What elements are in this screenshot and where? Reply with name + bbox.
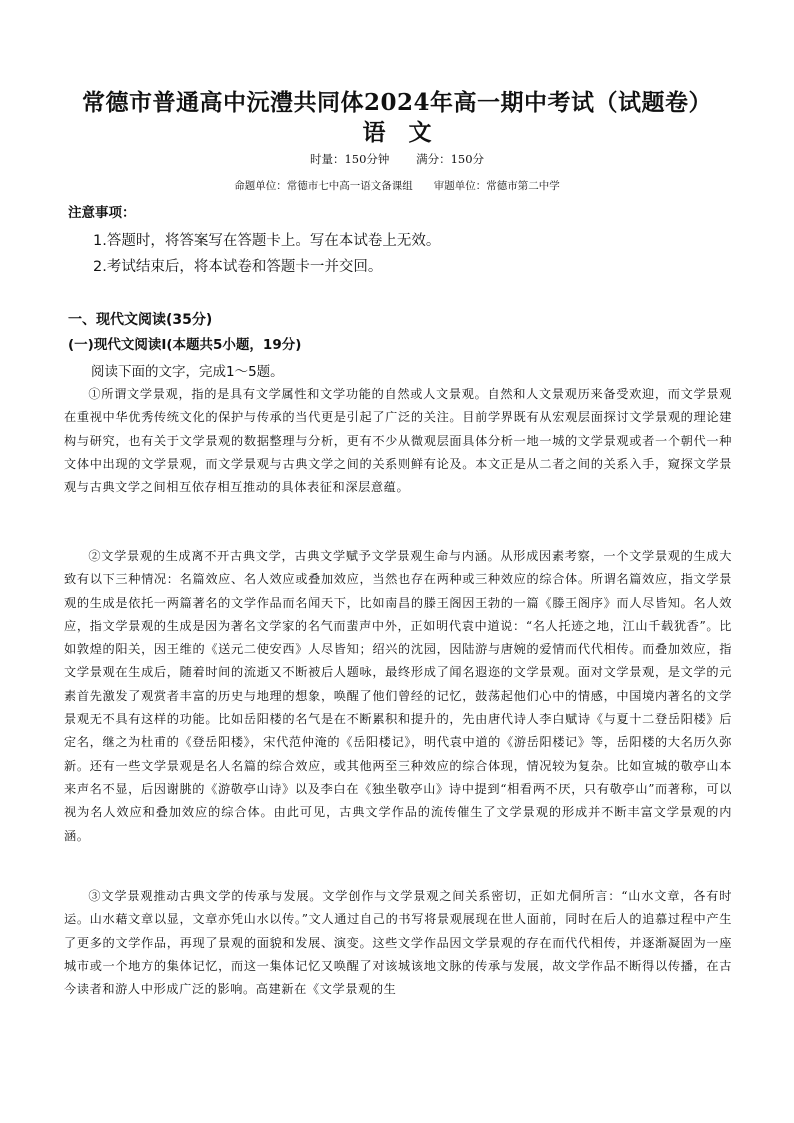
passage-paragraph-2: ②文学景观的生成离不开古典文学，古典文学赋予文学景观生命与内涵。从形成因素考察，一个文学景观的生成大致有以下三种情况：名篇效应、名人效应或叠加效应，当然也存在两种或三种效应的综合体。所谓名篇效应，指文学景观的生成是依托一两篇著名的文学作品而名闻天下，比如南昌的滕王阁因王勃的一篇《滕王阁序》而人尽皆知。名人效应，指文学景观的生成是因为著名文学家的名气而蜚声中外，正如明代袁中道说：“名人托迹之地，江山千载犹香”。比如敦煌的阳关，因王维的《送元二使安西》人尽皆知；绍兴的沈园，因陆游与唐婉的爱情而代代相传。而叠加效应，指文学景观在生成后，随着时间的流逝又不断被后人题咏，最终形成了闻名遐迩的文学景观。面对文学景观，是文学的元素首先激发了观赏者丰富的历史与地理的想象，唤醒了他们曾经的记忆，鼓荡起他们心中的情感，中国境内著名的文学景观无不具有这样的功能。比如岳阳楼的名气是在不断累积和提升的，先由唐代诗人李白赋诗《与夏十二登岳阳楼》后定名，继之为杜甫的《登岳阳楼》，宋代范仲淹的《岳阳楼记》，明代袁中道的《游岳阳楼记》等，岳阳楼的大名历久弥新。还有一些文学景观是名人名篇的综合效应，或其他两至三种效应的综合体现，情况较为复杂。比如宣城的敬亭山本来声名不显，后因谢朓的《游敬亭山诗》以及李白在《独坐敬亭山》诗中提到“相看两不厌，只有敬亭山”而著称，可以视为名人效应和叠加效应的综合体。由此可见，古典文学作品的流传催生了文学景观的形成并不断丰富文学景观的内涵。 (64, 549, 732, 843)
subsection-heading: (一)现代文阅读Ⅰ(本题共5小题，19分) (68, 337, 302, 353)
subject-title: 语 文 (362, 119, 432, 146)
reading-instruction: 阅读下面的文字，完成1～5题。 (91, 364, 284, 380)
notice-item-1: 1.答题时，将答案写在答题卡上。写在本试卷上无效。 (93, 233, 441, 249)
section-heading: 一、现代文阅读(35分) (68, 312, 213, 328)
passage-paragraph-3: ③文学景观推动古典文学的传承与发展。文学创作与文学景观之间关系密切，正如尤侗所言：“山水文章，各有时运。山水藉文章以显，文章亦凭山水以传。”文人通过自己的书写将景观展现在世人面前，同时在后人的追慕过程中产生了更多的文学作品，再现了景观的面貌和发展、演变。这些文学作品因文学景观的存在而代代相传，并逐渐凝固为一座城市或一个地方的集体记忆，而这一集体记忆又唤醒了对该城该地文脉的传承与发展，故文学作品不断得以传播，在古今读者和游人中形成广泛的影响。高建新在《文学景观的生 (64, 889, 732, 997)
notice-item-2: 2.考试结束后，将本试卷和答题卡一并交回。 (93, 259, 383, 275)
exam-title: 常德市普通高中沅澧共同体2024年高一期中考试（试题卷） (81, 89, 712, 116)
setter-units: 命题单位：常德市七中高一语文备课组 审题单位：常德市第二中学 (234, 180, 560, 192)
notice-heading: 注意事项： (68, 205, 136, 221)
time-and-score: 时量：150分钟 满分：150分 (309, 152, 485, 166)
passage-paragraph-1: ①所谓文学景观，指的是具有文学属性和文学功能的自然或人文景观。自然和人文景观历来备受欢迎，而文学景观在重视中华优秀传统文化的保护与传承的当代更是引起了广泛的关注。目前学界既有从宏观层面探讨文学景观的理论建构与研究，也有关于文学景观的数据整理与分析，更有不少从微观层面具体分析一地一城的文学景观或者一个朝代一种文体中出现的文学景观，而文学景观与古典文学之间的关系则鲜有论及。本文正是从二者之间的关系入手，窥探文学景观与古典文学之间相互依存相互推动的具体表征和深层意蕴。 (64, 387, 732, 495)
